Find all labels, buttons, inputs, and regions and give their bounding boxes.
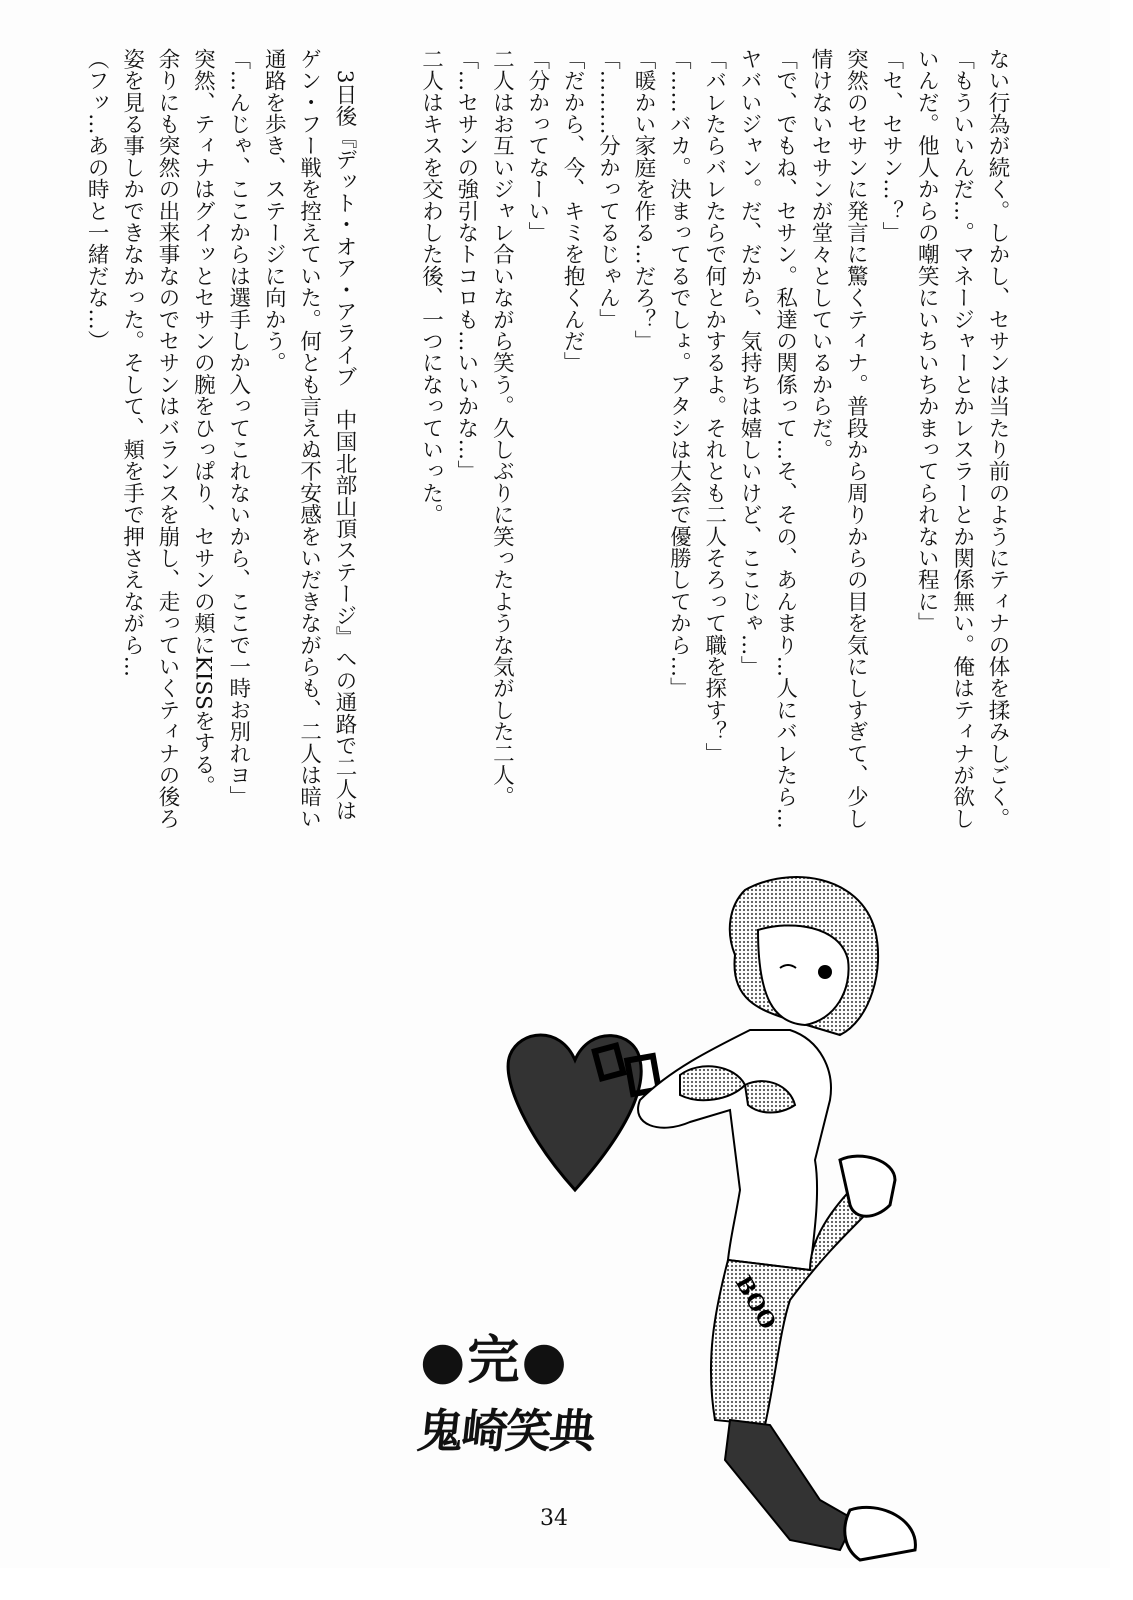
text-column: 突然、ティナはグイッとセサンの腕をひっぱり、セサンの頬にKISSをする。 — [190, 48, 216, 797]
text-column: ヤバいジャン。だ、だから、気持ちは嬉しいけど、ここじゃ…」 — [737, 48, 763, 678]
text-column: 「だから、今、キミを抱くんだ」 — [560, 48, 586, 374]
story-text-part2 — [79, 48, 362, 830]
text-column: 「分かってなーい」 — [524, 48, 550, 244]
text-column: 「…んじゃ、ここからは選手しか入ってこれないから、ここで一時お別れヨ」 — [225, 48, 251, 808]
text-column: 二人はお互いジャレ合いながら笑う。久しぶりに笑ったような気がした二人。 — [489, 48, 515, 808]
pants-lettering: BOO — [729, 1271, 781, 1335]
text-column: 3日後『デット・オア・アライブ 中国北部山頂ステージ』への通路で二人は — [332, 48, 357, 822]
text-column: 「もういいんだ…。マネージャーとかレスラーとか関係無い。俺はティナが欲し — [949, 48, 975, 830]
author-signature: 鬼崎笑典 — [414, 1404, 597, 1458]
girl-illustration — [490, 860, 950, 1570]
text-column: 「バレたらバレたらで何とかするよ。それとも二人そろって職を探す？」 — [701, 48, 727, 765]
text-column: 二人はキスを交わした後、一つになっていった。 — [418, 48, 444, 526]
text-column: 姿を見る事しかできなかった。そして、頬を手で押さえながら… — [119, 48, 145, 678]
text-column: 「セ、セサン…？」 — [878, 48, 904, 244]
text-column: 情けないセサンが堂々としているからだ。 — [807, 48, 833, 461]
shoe — [845, 1507, 916, 1560]
story-text-part1 — [413, 48, 1015, 830]
page-number: 34 — [540, 1506, 568, 1531]
text-column: 「…セサンの強引なトコロも…いいかな…」 — [453, 48, 479, 482]
text-column: ない行為が続く。しかし、セサンは当たり前のようにティナの体を揉みしごく。 — [985, 48, 1010, 830]
end-mark: ●完● — [420, 1330, 569, 1391]
text-column: 「で、でもね、セサン。私達の関係って…そ、その、あんまり…人にバレたら… — [772, 48, 798, 830]
torso — [638, 1030, 831, 1270]
text-column: （フッ…あの時と一緒だな…） — [84, 48, 110, 352]
text-column: 「暖かい家庭を作る…だろ？」 — [630, 48, 656, 352]
text-column: 突然のセサンに発言に驚くティナ。普段から周りからの目を気にしすぎて、少し — [843, 48, 869, 830]
text-column: 余りにも突然の出来事なのでセサンはバランスを崩し、走っていくティナの後ろ — [154, 48, 180, 830]
text-column: 「………分かってるじゃん」 — [595, 48, 621, 331]
text-column: ゲン・フー戦を控えていた。何とも言えぬ不安感をいだきながらも、二人は暗い — [296, 48, 322, 830]
text-column: 通路を歩き、ステージに向かう。 — [261, 48, 287, 374]
text-column: 「……バカ。決まってるでしょ。アタシは大会で優勝してから…」 — [666, 48, 692, 699]
text-column: いんだ。他人からの嘲笑にいちいちかまってられない程に」 — [914, 48, 940, 634]
